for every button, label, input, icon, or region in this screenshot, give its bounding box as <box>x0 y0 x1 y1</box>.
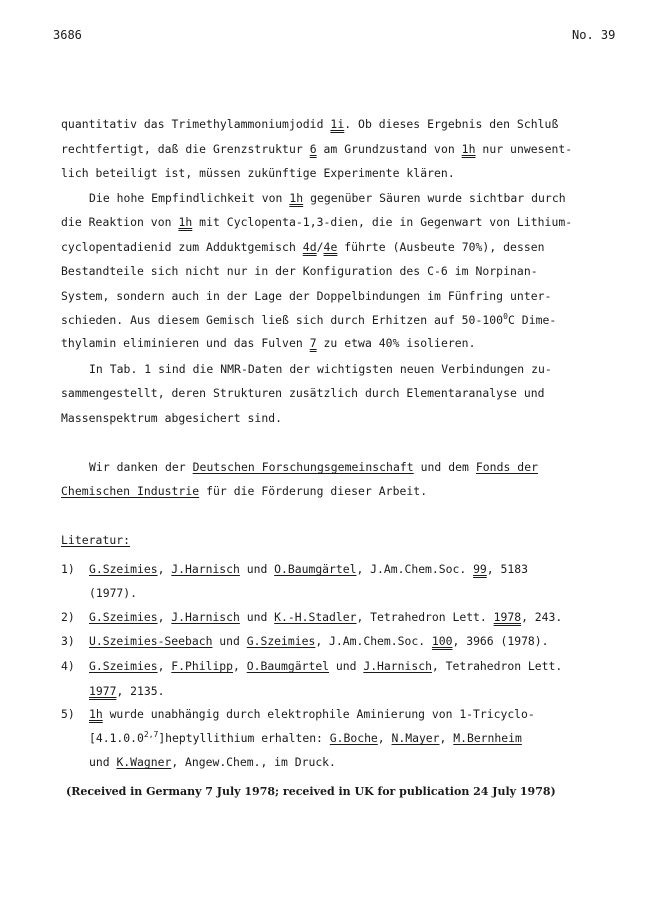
page-number: 3686 <box>53 28 82 42</box>
acknowledgement-line: Chemischen Industrie für die Förderung dieser Arbeit. <box>61 484 428 498</box>
body-line: Massenspektrum abgesichert sind. <box>61 411 283 425</box>
compound-ref: 1h <box>178 215 193 229</box>
body-line: sammengestellt, deren Strukturen zusätzlich durch Elementaranalyse und <box>61 386 545 400</box>
body-line: Bestandteile sich nicht nur in der Konfiguration des C-6 im Norpinan- <box>61 264 538 278</box>
reference-number: 4) <box>61 659 75 673</box>
reference-number: 5) <box>61 707 75 721</box>
reference-text: G.Szeimies, J.Harnisch und O.Baumgärtel, J.Am.Chem.Soc. 99, 5183 <box>89 562 528 576</box>
reference-number: 1) <box>61 562 75 576</box>
body-line: In Tab. 1 sind die NMR-Daten der wichtigsten neuen Verbindungen zu- <box>89 362 552 376</box>
body-line: thylamin eliminieren und das Fulven 7 zu etwa 40% isolieren. <box>61 336 476 350</box>
reference-text: [4.1.0.0$^{2,7}$]heptyllithium erhalten: G.Boche, N.Mayer, M.Bernheim <box>89 730 522 745</box>
body-line: rechtfertigt, daß die Grenzstruktur 6 am Grundzustand von 1h nur unwesent- <box>61 142 573 156</box>
compound-ref: 1h <box>289 191 304 205</box>
reference-text: (1977). <box>89 586 138 600</box>
body-line: die Reaktion von 1h mit Cyclopenta-1,3-dien, die in Gegenwart von Lithium- <box>61 215 573 229</box>
compound-ref: 4d <box>302 240 317 254</box>
body-line: quantitativ das Trimethylammoniumjodid 1i. Ob dieses Ergebnis den Schluß <box>61 117 559 131</box>
compound-ref: 1i <box>330 117 345 131</box>
compound-ref: 7 <box>309 336 317 350</box>
reference-number: 2) <box>61 610 75 624</box>
body-line: cyclopentadienid zum Adduktgemisch 4d/4e führte (Ausbeute 70%), dessen <box>61 240 545 254</box>
literature-heading: Literatur: <box>61 533 131 547</box>
reference-text: G.Szeimies, J.Harnisch und K.-H.Stadler, Tetrahedron Lett. 1978, 243. <box>89 610 563 624</box>
reference-text: 1h wurde unabhängig durch elektrophile Aminierung von 1-Tricyclo- <box>89 707 535 721</box>
reference-text: 1977, 2135. <box>89 684 165 698</box>
reference-text: U.Szeimies-Seebach und G.Szeimies, J.Am.Chem.Soc. 100, 3966 (1978). <box>89 634 549 648</box>
reference-number: 3) <box>61 634 75 648</box>
received-note: (Received in Germany 7 July 1978; received in UK for publication 24 July 1978) <box>66 785 556 798</box>
acknowledgement-line: Wir danken der Deutschen Forschungsgemeinschaft und dem Fonds der <box>89 460 539 474</box>
body-line: lich beteiligt ist, müssen zukünftige Experimente klären. <box>61 166 455 180</box>
body-line: System, sondern auch in der Lage der Doppelbindungen im Fünfring unter- <box>61 289 552 303</box>
compound-ref: 6 <box>309 142 317 156</box>
compound-ref: 4e <box>323 240 338 254</box>
issue-number: No. 39 <box>572 28 616 42</box>
body-line: schieden. Aus diesem Gemisch ließ sich durch Erhitzen auf $50-100^0C$ Dime- <box>61 312 557 327</box>
compound-ref: 1h <box>461 142 476 156</box>
reference-text: und K.Wagner, Angew.Chem., im Druck. <box>89 755 336 769</box>
reference-text: G.Szeimies, F.Philipp, O.Baumgärtel und J.Harnisch, Tetrahedron Lett. <box>89 659 563 673</box>
body-line: Die hohe Empfindlichkeit von 1h gegenüber Säuren wurde sichtbar durch <box>89 191 566 205</box>
